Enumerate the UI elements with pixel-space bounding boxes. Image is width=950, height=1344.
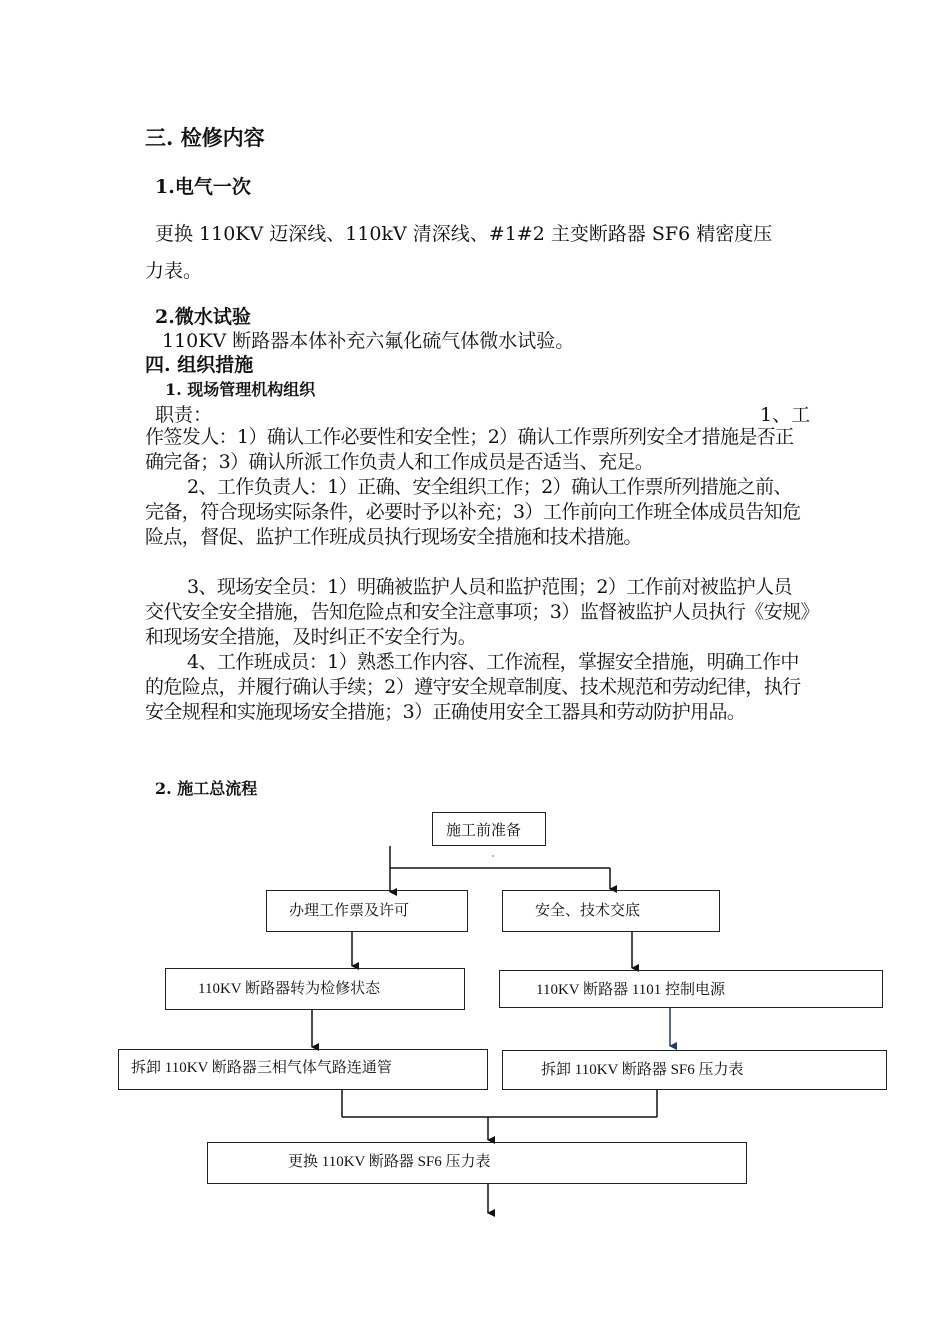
flow-left-2-label: 110KV 断路器转为检修状态 xyxy=(198,981,381,997)
section4-sub1-heading: 1. 现场管理机构组织 xyxy=(165,380,316,399)
flow-right-3-label: 拆卸 110KV 断路器 SF6 压力表 xyxy=(541,1062,744,1078)
duty-paragraph-3: 3、现场安全员：1）明确被监护人员和监护范围；2）工作前对被监护人员交代安全安全措施，告知危险点和安全注意事项；3）监督被监护人员执行《安规》和现场安全措施，及时纠正不安全行为。 xyxy=(145,576,810,648)
flow-merge-box xyxy=(207,1142,747,1184)
section3-sub1-text-line2: 力表。 xyxy=(145,260,203,282)
duty-paragraph-2: 2、工作负责人：1）正确、安全组织工作；2）确认工作票所列措施之前、完备，符合现场实际条件，必要时予以补充；3）工作前向工作班全体成员告知危险点，督促、监护工作班成员执行现场安全措施和技术措施。 xyxy=(145,476,801,548)
section4-sub2-heading: 2. 施工总流程 xyxy=(155,779,258,798)
section3-sub1-heading: 1.电气一次 xyxy=(155,176,251,198)
flow-start-label: 施工前准备 xyxy=(446,823,522,839)
flow-left-3-label: 拆卸 110KV 断路器三相气体气路连通管 xyxy=(131,1060,392,1076)
flow-right-3-box xyxy=(502,1050,887,1090)
flow-right-1-label: 安全、技术交底 xyxy=(535,903,641,919)
duty-label: 职责： xyxy=(155,404,213,426)
flow-left-1-label: 办理工作票及许可 xyxy=(289,903,410,919)
section3-sub1-text-line1: 更换 110KV 迈深线、110kV 清深线、#1#2 主变断路器 SF6 精密度压 xyxy=(155,223,773,245)
flow-right-1-box xyxy=(502,890,720,932)
flow-left-3-box xyxy=(118,1049,488,1090)
flow-left-1-box xyxy=(266,890,468,932)
flow-merge-label: 更换 110KV 断路器 SF6 压力表 xyxy=(288,1154,491,1170)
section3-sub2-text: 110KV 断路器本体补充六氟化硫气体微水试验。 xyxy=(162,330,575,352)
duty-paragraph-1: 作签发人：1）确认工作必要性和安全性；2）确认工作票所列安全才措施是否正确完备；3）确认所派工作负责人和工作成员是否适当、充足。 xyxy=(145,426,794,473)
flow-right-2-label: 110KV 断路器 1101 控制电源 xyxy=(536,982,726,998)
flow-right-2-box xyxy=(499,970,883,1008)
duty-paragraph-4: 4、工作班成员：1）熟悉工作内容、工作流程，掌握安全措施，明确工作中的危险点，并履行确认手续；2）遵守安全规章制度、技术规范和劳动纪律，执行安全规程和实施现场安全措施；3）正确使用安全工器具和劳动防护用品。 xyxy=(145,651,801,723)
duty-number: 1、工 xyxy=(760,404,811,426)
section3-sub2-heading: 2.微水试验 xyxy=(155,306,251,328)
flow-start-box xyxy=(432,812,546,846)
section3-title: 三. 检修内容 xyxy=(145,125,265,150)
flow-left-2-box xyxy=(165,968,465,1010)
section4-title: 四. 组织措施 xyxy=(145,354,254,376)
